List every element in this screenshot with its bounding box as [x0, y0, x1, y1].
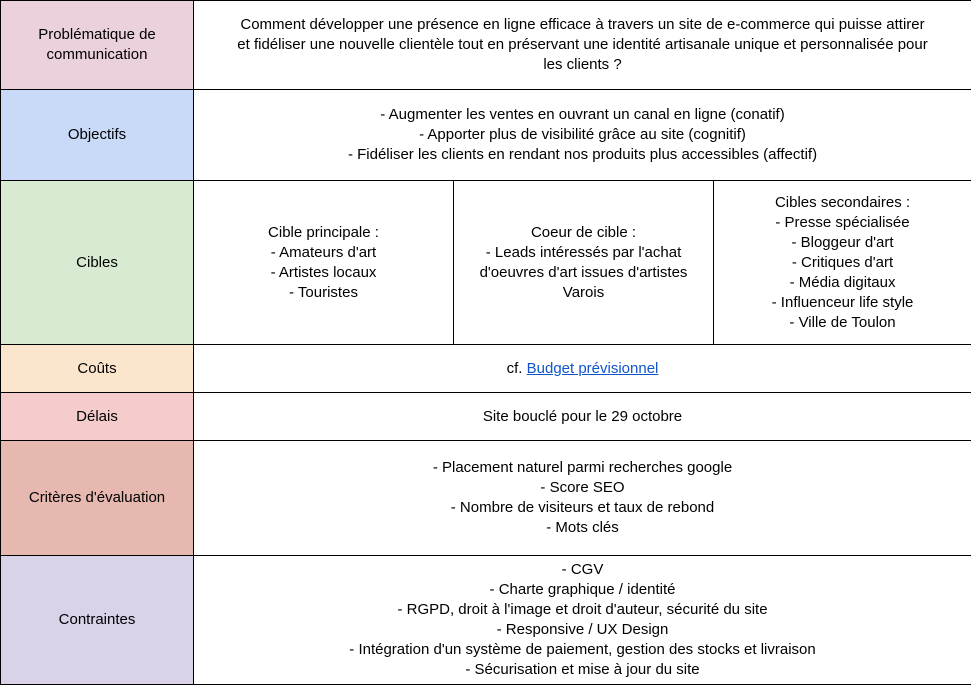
objectif-line: - Augmenter les ventes en ouvrant un canal en ligne (conatif)	[200, 105, 965, 125]
cible-secondaire-line: - Ville de Toulon	[720, 313, 965, 333]
cible-secondaire-line: - Critiques d'art	[720, 253, 965, 273]
label-delais	[1, 393, 194, 441]
coeur-de-cible-line: - Leads intéressés par l'achat	[460, 243, 707, 263]
contrainte-line: - Responsive / UX Design	[200, 620, 965, 640]
row-cibles	[1, 181, 971, 345]
cible-principale-cell[interactable]	[194, 181, 454, 345]
cible-secondaire-line: Cibles secondaires :	[720, 193, 965, 213]
row-couts	[1, 345, 971, 393]
cible-principale-line: Cible principale :	[200, 223, 447, 243]
objectifs-content[interactable]	[194, 90, 971, 181]
row-contraintes	[1, 556, 971, 685]
label-couts-text: Coûts	[77, 360, 116, 377]
cible-secondaire-line: - Presse spécialisée	[720, 213, 965, 233]
label-contraintes	[1, 556, 194, 685]
contrainte-line: - RGPD, droit à l'image et droit d'auteur, sécurité du site	[200, 600, 965, 620]
row-problematique	[1, 1, 971, 90]
row-criteres	[1, 441, 971, 556]
contrainte-line: - Sécurisation et mise à jour du site	[200, 660, 965, 680]
objectif-line: - Fidéliser les clients en rendant nos produits plus accessibles (affectif)	[200, 145, 965, 165]
label-criteres-text: Critères d'évaluation	[29, 489, 165, 506]
coeur-de-cible-line: Coeur de cible :	[460, 223, 707, 243]
label-cibles	[1, 181, 194, 345]
label-delais-text: Délais	[76, 408, 118, 425]
label-cibles-text: Cibles	[76, 254, 118, 271]
coeur-de-cible-cell[interactable]	[454, 181, 714, 345]
objectif-line: - Apporter plus de visibilité grâce au site (cognitif)	[200, 125, 965, 145]
problematique-line: Comment développer une présence en ligne efficace à travers un site de e-commerce qui puisse attirer	[200, 15, 965, 35]
contrainte-line: - Charte graphique / identité	[200, 580, 965, 600]
couts-prefix: cf.	[507, 360, 523, 377]
cible-secondaire-line: - Média digitaux	[720, 273, 965, 293]
row-delais	[1, 393, 971, 441]
coeur-de-cible-line: Varois	[460, 283, 707, 303]
label-objectifs	[1, 90, 194, 181]
cible-principale-line: - Artistes locaux	[200, 263, 447, 283]
row-objectifs	[1, 90, 971, 181]
cible-secondaire-line: - Influenceur life style	[720, 293, 965, 313]
cible-principale-line: - Touristes	[200, 283, 447, 303]
critere-line: - Placement naturel parmi recherches google	[200, 458, 965, 478]
critere-line: - Nombre de visiteurs et taux de rebond	[200, 498, 965, 518]
label-problematique	[1, 1, 194, 90]
cible-secondaire-line: - Bloggeur d'art	[720, 233, 965, 253]
problematique-content[interactable]	[194, 1, 971, 90]
delais-text: Site bouclé pour le 29 octobre	[483, 408, 682, 425]
contrainte-line: - Intégration d'un système de paiement, gestion des stocks et livraison	[200, 640, 965, 660]
contraintes-content[interactable]	[194, 556, 971, 685]
label-couts	[1, 345, 194, 393]
label-objectifs-text: Objectifs	[68, 126, 126, 143]
label-criteres	[1, 441, 194, 556]
cible-principale-line: - Amateurs d'art	[200, 243, 447, 263]
couts-content[interactable]	[194, 345, 971, 393]
contrainte-line: - CGV	[200, 560, 965, 580]
coeur-de-cible-line: d'oeuvres d'art issues d'artistes	[460, 263, 707, 283]
problematique-line: et fidéliser une nouvelle clientèle tout en préservant une identité artisanale unique et personnalisée pour	[200, 35, 965, 55]
cibles-secondaires-cell[interactable]	[714, 181, 971, 345]
criteres-content[interactable]	[194, 441, 971, 556]
problematique-line: les clients ?	[200, 55, 965, 75]
label-problematique-text: Problématique de communication	[7, 25, 187, 65]
budget-previsionnel-link[interactable]: Budget prévisionnel	[527, 360, 659, 377]
delais-content[interactable]	[194, 393, 971, 441]
critere-line: - Mots clés	[200, 518, 965, 538]
label-contraintes-text: Contraintes	[59, 611, 136, 628]
critere-line: - Score SEO	[200, 478, 965, 498]
